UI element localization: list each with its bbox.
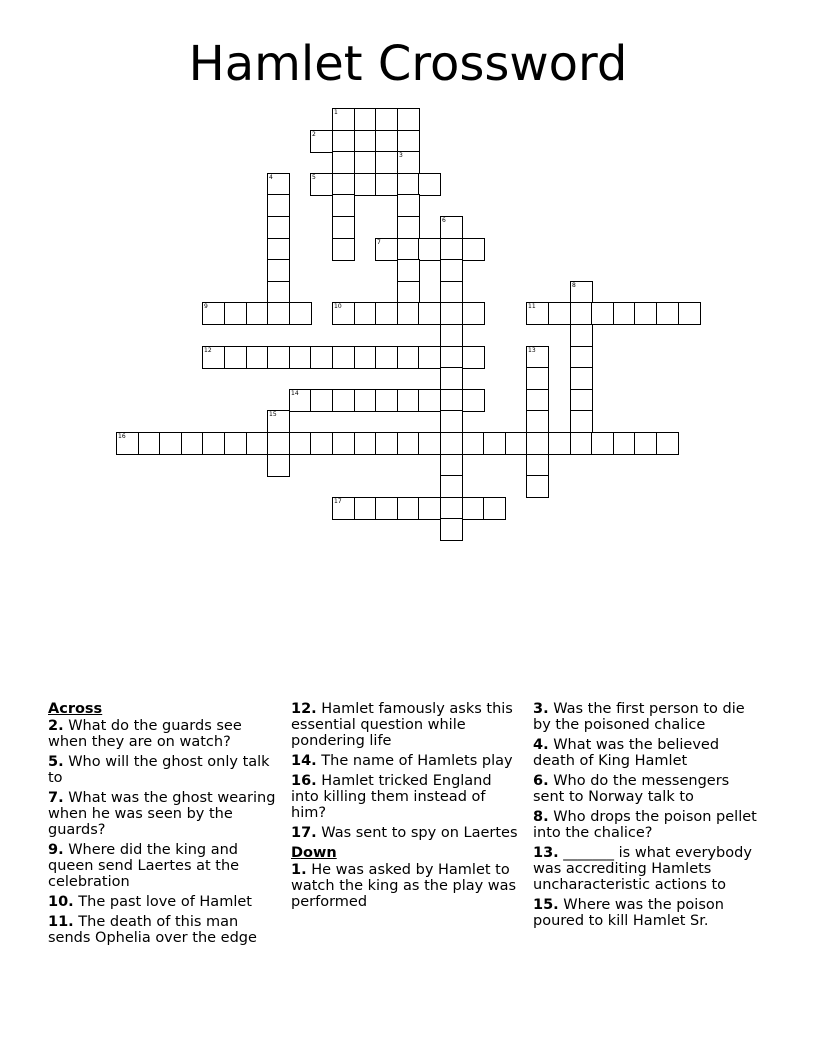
clue-number: 6	[442, 217, 446, 224]
grid-cell[interactable]	[267, 194, 290, 217]
grid-cell[interactable]	[375, 389, 398, 412]
grid-cell[interactable]	[440, 259, 463, 282]
grid-cell[interactable]	[181, 432, 204, 455]
clue-number-label: 16.	[291, 773, 317, 789]
grid-cell[interactable]	[397, 194, 420, 217]
grid-cell[interactable]	[440, 346, 463, 369]
grid-cell[interactable]	[570, 389, 593, 412]
grid-cell[interactable]	[397, 173, 420, 196]
clue-text: What do the guards see when they are on watch?	[48, 718, 242, 750]
grid-cell[interactable]	[289, 346, 312, 369]
grid-cell[interactable]	[224, 302, 247, 325]
clue-number: 11	[528, 303, 536, 310]
clues-column-2	[291, 701, 523, 914]
grid-cell[interactable]	[526, 432, 549, 455]
grid-cell[interactable]	[202, 346, 225, 369]
grid-cell[interactable]	[354, 497, 377, 520]
clue-number: 8	[572, 282, 576, 289]
grid-cell[interactable]	[440, 410, 463, 433]
grid-cell[interactable]	[246, 346, 269, 369]
grid-cell[interactable]	[440, 238, 463, 261]
clue	[48, 790, 276, 838]
grid-cell[interactable]	[397, 151, 420, 174]
grid-cell[interactable]	[375, 302, 398, 325]
clue-text: Where did the king and queen send Laertes at the celebration	[48, 842, 240, 890]
grid-cell[interactable]	[310, 130, 333, 153]
grid-cell[interactable]	[310, 432, 333, 455]
grid-cell[interactable]	[483, 432, 506, 455]
grid-cell[interactable]	[418, 238, 441, 261]
grid-cell[interactable]	[548, 432, 571, 455]
grid-cell[interactable]	[397, 302, 420, 325]
clue-number: 9	[204, 303, 208, 310]
clue-number: 5	[312, 174, 316, 181]
grid-cell[interactable]	[246, 432, 269, 455]
grid-cell[interactable]	[332, 302, 355, 325]
clue	[48, 894, 276, 910]
grid-cell[interactable]	[267, 281, 290, 304]
grid-cell[interactable]	[332, 151, 355, 174]
clue-text: The name of Hamlets play	[321, 753, 513, 769]
grid-cell[interactable]	[397, 281, 420, 304]
clue-number-label: 17.	[291, 825, 317, 841]
clue	[291, 862, 523, 910]
grid-cell[interactable]	[548, 302, 571, 325]
grid-cell[interactable]	[440, 302, 463, 325]
clue-number-label: 15.	[533, 897, 559, 913]
clue	[48, 754, 276, 786]
clue-number: 3	[399, 152, 403, 159]
grid-cell[interactable]	[440, 389, 463, 412]
grid-cell[interactable]	[570, 346, 593, 369]
grid-cell[interactable]	[267, 302, 290, 325]
grid-cell[interactable]	[526, 454, 549, 477]
clue-text: Where was the poison poured to kill Hamlet Sr.	[533, 897, 724, 929]
grid-cell[interactable]	[462, 302, 485, 325]
grid-cell[interactable]	[418, 497, 441, 520]
grid-cell[interactable]	[440, 454, 463, 477]
grid-cell[interactable]	[375, 108, 398, 131]
grid-cell[interactable]	[224, 432, 247, 455]
clue-number: 13	[528, 347, 536, 354]
grid-cell[interactable]	[526, 389, 549, 412]
clue-number: 16	[118, 433, 126, 440]
grid-cell[interactable]	[354, 302, 377, 325]
clue	[533, 701, 765, 733]
grid-cell[interactable]	[418, 346, 441, 369]
grid-cell[interactable]	[354, 346, 377, 369]
grid-cell[interactable]	[138, 432, 161, 455]
grid-cell[interactable]	[418, 432, 441, 455]
grid-cell[interactable]	[289, 389, 312, 412]
grid-cell[interactable]	[397, 432, 420, 455]
clue-number: 14	[291, 390, 299, 397]
grid-cell[interactable]	[440, 518, 463, 541]
clue-text: He was asked by Hamlet to watch the king as the play was performed	[291, 862, 517, 910]
grid-cell[interactable]	[332, 432, 355, 455]
clue-text: Who will the ghost only talk to	[48, 754, 270, 786]
clue-text: Hamlet famously asks this essential question while pondering life	[291, 701, 513, 749]
clue-text: What was the ghost wearing when he was seen by the guards?	[48, 790, 276, 838]
grid-cell[interactable]	[267, 432, 290, 455]
grid-cell[interactable]	[332, 173, 355, 196]
grid-cell[interactable]	[310, 173, 333, 196]
grid-cell[interactable]	[267, 410, 290, 433]
grid-cell[interactable]	[462, 346, 485, 369]
clues-column-3	[533, 701, 765, 933]
grid-cell[interactable]	[289, 432, 312, 455]
grid-cell[interactable]	[440, 216, 463, 239]
grid-cell[interactable]	[202, 302, 225, 325]
grid-cell[interactable]	[397, 346, 420, 369]
grid-cell[interactable]	[332, 497, 355, 520]
grid-cell[interactable]	[526, 475, 549, 498]
grid-cell[interactable]	[418, 302, 441, 325]
grid-cell[interactable]	[375, 346, 398, 369]
grid-cell[interactable]	[354, 151, 377, 174]
grid-cell[interactable]	[375, 432, 398, 455]
clues-column-1	[48, 701, 276, 950]
grid-cell[interactable]	[570, 432, 593, 455]
clue-number-label: 7.	[48, 790, 64, 806]
grid-cell[interactable]	[418, 389, 441, 412]
grid-cell[interactable]	[526, 367, 549, 390]
grid-cell[interactable]	[375, 130, 398, 153]
clue-number-label: 1.	[291, 862, 307, 878]
grid-cell[interactable]	[570, 281, 593, 304]
grid-cell[interactable]	[526, 302, 549, 325]
grid-cell[interactable]	[354, 108, 377, 131]
grid-cell[interactable]	[397, 216, 420, 239]
clue	[533, 897, 765, 929]
grid-cell[interactable]	[375, 238, 398, 261]
grid-cell[interactable]	[159, 432, 182, 455]
clue-text: _______ is what everybody was accrediting Hamlets uncharacteristic actions to	[533, 845, 752, 893]
grid-cell[interactable]	[375, 151, 398, 174]
grid-cell[interactable]	[116, 432, 139, 455]
clue	[533, 773, 765, 805]
clue-number: 12	[204, 347, 212, 354]
grid-cell[interactable]	[354, 432, 377, 455]
clue-number-label: 9.	[48, 842, 64, 858]
grid-cell[interactable]	[526, 410, 549, 433]
down-heading: Down	[291, 845, 337, 861]
grid-cell[interactable]	[310, 389, 333, 412]
grid-cell[interactable]	[267, 259, 290, 282]
clue	[291, 825, 523, 841]
grid-cell[interactable]	[267, 454, 290, 477]
grid-cell[interactable]	[397, 497, 420, 520]
clue	[533, 809, 765, 841]
grid-cell[interactable]	[570, 302, 593, 325]
grid-cell[interactable]	[570, 410, 593, 433]
grid-cell[interactable]	[332, 389, 355, 412]
grid-cell[interactable]	[634, 302, 657, 325]
clue-number: 10	[334, 303, 342, 310]
clue-text: Who drops the poison pellet into the chalice?	[533, 809, 757, 841]
grid-cell[interactable]	[267, 238, 290, 261]
grid-cell[interactable]	[332, 346, 355, 369]
page-title: Hamlet Crossword	[188, 36, 628, 92]
grid-cell[interactable]	[440, 497, 463, 520]
grid-cell[interactable]	[202, 432, 225, 455]
grid-cell[interactable]	[591, 432, 614, 455]
grid-cell[interactable]	[634, 432, 657, 455]
clue-number-label: 13.	[533, 845, 559, 861]
grid-cell[interactable]	[375, 497, 398, 520]
clue-text: Was the first person to die by the poisoned chalice	[533, 701, 745, 733]
grid-cell[interactable]	[397, 130, 420, 153]
clue-text: The death of this man sends Ophelia over the edge	[48, 914, 257, 946]
grid-cell[interactable]	[483, 497, 506, 520]
grid-cell[interactable]	[354, 173, 377, 196]
clue-number: 2	[312, 131, 316, 138]
grid-cell[interactable]	[526, 346, 549, 369]
clue-number: 7	[377, 239, 381, 246]
across-clue-list-continued	[291, 701, 523, 841]
grid-cell[interactable]	[440, 324, 463, 347]
down-clue-list-continued	[533, 701, 765, 929]
clue-text: Was sent to spy on Laertes	[321, 825, 518, 841]
grid-cell[interactable]	[440, 281, 463, 304]
grid-cell[interactable]	[591, 302, 614, 325]
grid-cell[interactable]	[267, 173, 290, 196]
grid-cell[interactable]	[267, 216, 290, 239]
grid-cell[interactable]	[332, 194, 355, 217]
clue-text: Hamlet tricked England into killing them instead of him?	[291, 773, 492, 821]
grid-cell[interactable]	[397, 389, 420, 412]
clue-number-label: 3.	[533, 701, 549, 717]
clue	[291, 753, 523, 769]
clue-number-label: 2.	[48, 718, 64, 734]
clue-number-label: 10.	[48, 894, 74, 910]
grid-cell[interactable]	[397, 108, 420, 131]
grid-cell[interactable]	[397, 238, 420, 261]
grid-cell[interactable]	[656, 432, 679, 455]
across-clue-list	[48, 718, 276, 946]
clue-text: Who do the messengers sent to Norway talk to	[533, 773, 730, 805]
grid-cell[interactable]	[570, 367, 593, 390]
grid-cell[interactable]	[440, 367, 463, 390]
clue	[533, 737, 765, 769]
grid-cell[interactable]	[613, 302, 636, 325]
grid-cell[interactable]	[289, 302, 312, 325]
clue	[291, 701, 523, 749]
grid-cell[interactable]	[246, 302, 269, 325]
grid-cell[interactable]	[656, 302, 679, 325]
grid-cell[interactable]	[354, 130, 377, 153]
clue-number-label: 8.	[533, 809, 549, 825]
clue-number-label: 5.	[48, 754, 64, 770]
grid-cell[interactable]	[418, 173, 441, 196]
grid-cell[interactable]	[332, 216, 355, 239]
clue-number-label: 11.	[48, 914, 74, 930]
clue	[48, 842, 276, 890]
grid-cell[interactable]	[678, 302, 701, 325]
grid-cell[interactable]	[310, 346, 333, 369]
grid-cell[interactable]	[397, 259, 420, 282]
down-clue-list	[291, 862, 523, 910]
grid-cell[interactable]	[354, 389, 377, 412]
clue-text: What was the believed death of King Hamlet	[533, 737, 720, 769]
grid-cell[interactable]	[505, 432, 528, 455]
grid-cell[interactable]	[267, 346, 290, 369]
clue	[533, 845, 765, 893]
grid-cell[interactable]	[332, 108, 355, 131]
clue-number-label: 4.	[533, 737, 549, 753]
across-heading: Across	[48, 701, 103, 717]
grid-cell[interactable]	[613, 432, 636, 455]
clue-number-label: 12.	[291, 701, 317, 717]
clue-number-label: 14.	[291, 753, 317, 769]
clue-number: 4	[269, 174, 273, 181]
grid-cell[interactable]	[570, 324, 593, 347]
grid-cell[interactable]	[462, 238, 485, 261]
grid-cell[interactable]	[224, 346, 247, 369]
grid-cell[interactable]	[440, 475, 463, 498]
clue-number: 15	[269, 411, 277, 418]
grid-cell[interactable]	[332, 130, 355, 153]
clue	[48, 718, 276, 750]
clue-number: 17	[334, 498, 342, 505]
grid-cell[interactable]	[375, 173, 398, 196]
grid-cell[interactable]	[462, 389, 485, 412]
clue-text: The past love of Hamlet	[78, 894, 252, 910]
clue-number: 1	[334, 109, 338, 116]
grid-cell[interactable]	[462, 497, 485, 520]
clue-number-label: 6.	[533, 773, 549, 789]
clue	[291, 773, 523, 821]
grid-cell[interactable]	[332, 238, 355, 261]
clue	[48, 914, 276, 946]
grid-cell[interactable]	[462, 432, 485, 455]
grid-cell[interactable]	[440, 432, 463, 455]
